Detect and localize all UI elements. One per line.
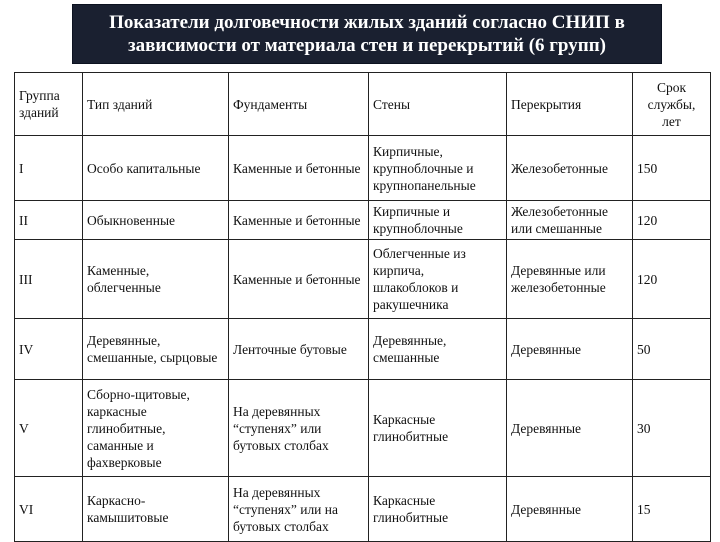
- table-row: [15, 477, 711, 542]
- cell-type: Каркасно-камышитовые: [83, 477, 229, 542]
- header-foundation: Фундаменты: [229, 73, 369, 136]
- cell-walls: Каркасные глинобитные: [369, 380, 507, 477]
- cell-floors: Деревянные или железобетонные: [507, 240, 633, 319]
- durability-table: [14, 72, 711, 542]
- cell-group: VI: [15, 477, 83, 542]
- cell-type: Сборно-щитовые, каркасные глинобитные, саманные и фахверковые: [83, 380, 229, 477]
- cell-floors: Деревянные: [507, 477, 633, 542]
- cell-type: Особо капитальные: [83, 136, 229, 201]
- cell-group: III: [15, 240, 83, 319]
- cell-life: 150: [633, 136, 711, 201]
- cell-life: 15: [633, 477, 711, 542]
- cell-floors: Железобетонные: [507, 136, 633, 201]
- cell-type: Обыкновенные: [83, 201, 229, 240]
- cell-foundation: Каменные и бетонные: [229, 240, 369, 319]
- table-row: [15, 136, 711, 201]
- cell-group: II: [15, 201, 83, 240]
- cell-walls: Каркасные глинобитные: [369, 477, 507, 542]
- table-row: [15, 240, 711, 319]
- cell-life: 120: [633, 240, 711, 319]
- cell-floors: Железобетонные или смешанные: [507, 201, 633, 240]
- cell-foundation: Ленточные бутовые: [229, 319, 369, 380]
- cell-type: Каменные, облегченные: [83, 240, 229, 319]
- cell-life: 50: [633, 319, 711, 380]
- cell-walls: Кирпичные и крупноблочные: [369, 201, 507, 240]
- title-line-1: Показатели долговечности жилых зданий согласно СНИП в: [109, 12, 625, 33]
- table-header-row: [15, 73, 711, 136]
- cell-floors: Деревянные: [507, 380, 633, 477]
- cell-group: V: [15, 380, 83, 477]
- cell-walls: Облегченные из кирпича, шлакоблоков и ракушечника: [369, 240, 507, 319]
- cell-life: 30: [633, 380, 711, 477]
- cell-foundation: Каменные и бетонные: [229, 136, 369, 201]
- header-walls: Стены: [369, 73, 507, 136]
- cell-group: IV: [15, 319, 83, 380]
- header-group: Группа зданий: [15, 73, 83, 136]
- header-type: Тип зданий: [83, 73, 229, 136]
- cell-foundation: Каменные и бетонные: [229, 201, 369, 240]
- cell-foundation: На деревянных “ступенях” или бутовых столбах: [229, 380, 369, 477]
- table-row: [15, 319, 711, 380]
- cell-walls: Деревянные, смешанные: [369, 319, 507, 380]
- cell-floors: Деревянные: [507, 319, 633, 380]
- cell-group: I: [15, 136, 83, 201]
- cell-type: Деревянные, смешанные, сырцовые: [83, 319, 229, 380]
- cell-foundation: На деревянных “ступенях” или на бутовых столбах: [229, 477, 369, 542]
- page-title: [72, 4, 662, 64]
- cell-walls: Кирпичные, крупноблочные и крупнопанельные: [369, 136, 507, 201]
- cell-life: 120: [633, 201, 711, 240]
- header-life: Срок службы, лет: [633, 73, 711, 136]
- table-row: [15, 380, 711, 477]
- table-row: [15, 201, 711, 240]
- header-floors: Перекрытия: [507, 73, 633, 136]
- title-line-2: зависимости от материала стен и перекрытий (6 групп): [128, 35, 606, 56]
